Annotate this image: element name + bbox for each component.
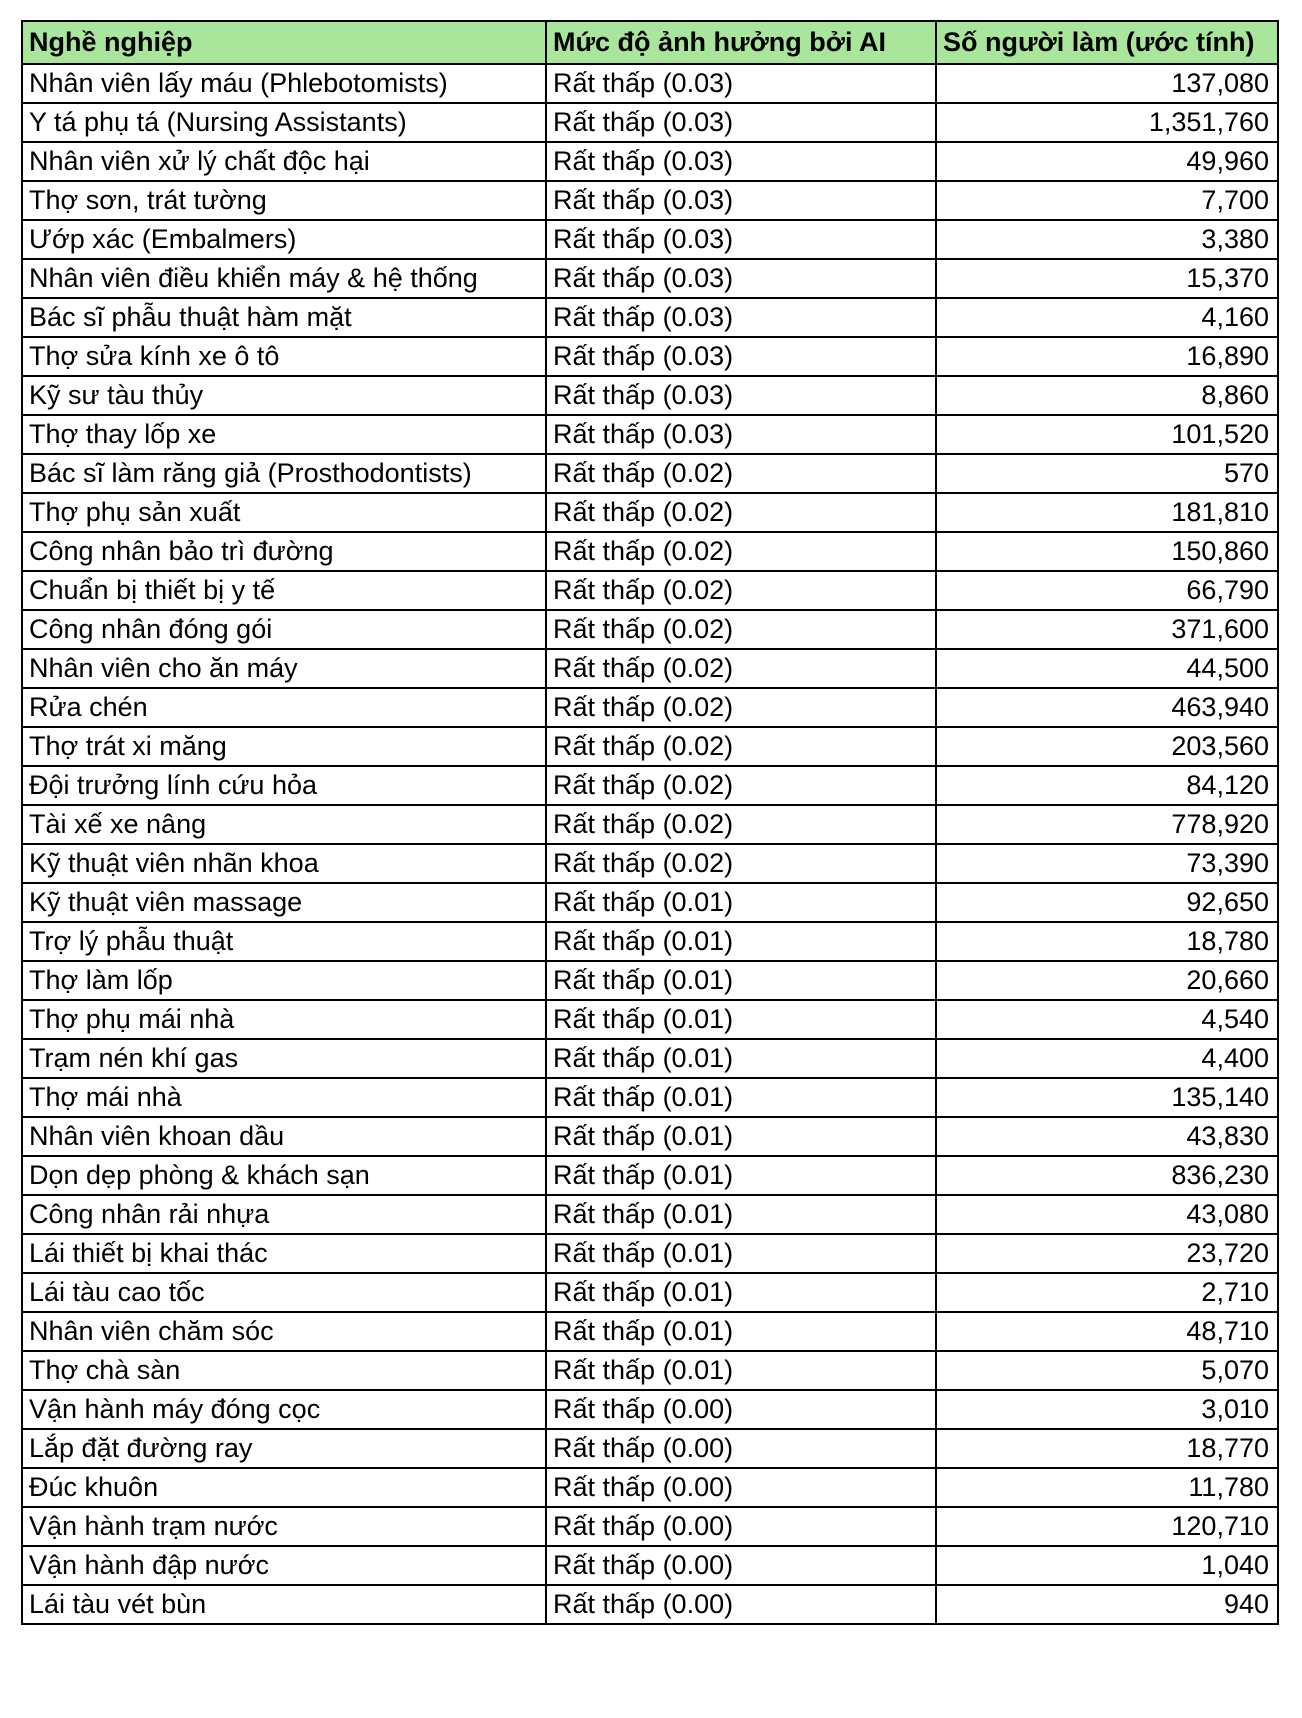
occupation-cell: Vận hành máy đóng cọc (22, 1390, 546, 1429)
occupation-cell: Thợ làm lốp (22, 961, 546, 1000)
ai-impact-cell: Rất thấp (0.01) (546, 1195, 936, 1234)
table-row (22, 961, 1278, 1000)
occupation-cell: Y tá phụ tá (Nursing Assistants) (22, 103, 546, 142)
ai-impact-cell: Rất thấp (0.01) (546, 1273, 936, 1312)
header-row (22, 21, 1278, 64)
table-row (22, 883, 1278, 922)
table-row (22, 1429, 1278, 1468)
occupation-cell: Chuẩn bị thiết bị y tế (22, 571, 546, 610)
ai-impact-cell: Rất thấp (0.01) (546, 1078, 936, 1117)
worker-count-cell: 16,890 (936, 337, 1278, 376)
occupation-cell: Đúc khuôn (22, 1468, 546, 1507)
table-row (22, 805, 1278, 844)
occupation-cell: Thợ phụ mái nhà (22, 1000, 546, 1039)
occupation-cell: Thợ mái nhà (22, 1078, 546, 1117)
ai-impact-cell: Rất thấp (0.02) (546, 493, 936, 532)
table-row (22, 1390, 1278, 1429)
ai-impact-cell: Rất thấp (0.03) (546, 64, 936, 103)
table-row (22, 649, 1278, 688)
table-row (22, 337, 1278, 376)
ai-impact-cell: Rất thấp (0.02) (546, 532, 936, 571)
ai-impact-cell: Rất thấp (0.00) (546, 1507, 936, 1546)
worker-count-cell: 4,160 (936, 298, 1278, 337)
occupation-cell: Dọn dẹp phòng & khách sạn (22, 1156, 546, 1195)
worker-count-cell: 135,140 (936, 1078, 1278, 1117)
occupation-cell: Đội trưởng lính cứu hỏa (22, 766, 546, 805)
table-row (22, 1000, 1278, 1039)
worker-count-cell: 49,960 (936, 142, 1278, 181)
occupation-cell: Công nhân đóng gói (22, 610, 546, 649)
ai-impact-cell: Rất thấp (0.01) (546, 1312, 936, 1351)
ai-impact-cell: Rất thấp (0.01) (546, 1039, 936, 1078)
ai-impact-cell: Rất thấp (0.00) (546, 1429, 936, 1468)
worker-count-cell: 181,810 (936, 493, 1278, 532)
worker-count-cell: 778,920 (936, 805, 1278, 844)
worker-count-cell: 44,500 (936, 649, 1278, 688)
worker-count-cell: 11,780 (936, 1468, 1278, 1507)
table-row (22, 922, 1278, 961)
table-row (22, 1039, 1278, 1078)
table-row (22, 1234, 1278, 1273)
occupation-cell: Bác sĩ làm răng giả (Prosthodontists) (22, 454, 546, 493)
occupation-table (21, 20, 1279, 1625)
worker-count-cell: 15,370 (936, 259, 1278, 298)
worker-count-cell: 48,710 (936, 1312, 1278, 1351)
ai-impact-cell: Rất thấp (0.03) (546, 376, 936, 415)
table-row (22, 103, 1278, 142)
ai-impact-cell: Rất thấp (0.00) (546, 1585, 936, 1624)
table-row (22, 376, 1278, 415)
ai-impact-cell: Rất thấp (0.00) (546, 1390, 936, 1429)
occupation-cell: Ướp xác (Embalmers) (22, 220, 546, 259)
table-row (22, 1507, 1278, 1546)
ai-impact-cell: Rất thấp (0.01) (546, 1117, 936, 1156)
worker-count-cell: 463,940 (936, 688, 1278, 727)
worker-count-cell: 66,790 (936, 571, 1278, 610)
worker-count-cell: 150,860 (936, 532, 1278, 571)
table-row (22, 1585, 1278, 1624)
ai-impact-cell: Rất thấp (0.01) (546, 1351, 936, 1390)
occupation-cell: Kỹ sư tàu thủy (22, 376, 546, 415)
occupation-cell: Kỹ thuật viên massage (22, 883, 546, 922)
table-row (22, 1156, 1278, 1195)
header-ai-impact: Mức độ ảnh hưởng bởi AI (546, 21, 936, 64)
ai-impact-cell: Rất thấp (0.02) (546, 805, 936, 844)
worker-count-cell: 7,700 (936, 181, 1278, 220)
ai-impact-cell: Rất thấp (0.00) (546, 1546, 936, 1585)
worker-count-cell: 137,080 (936, 64, 1278, 103)
worker-count-cell: 570 (936, 454, 1278, 493)
table-row (22, 454, 1278, 493)
occupation-cell: Trạm nén khí gas (22, 1039, 546, 1078)
table-row (22, 298, 1278, 337)
table-row (22, 1546, 1278, 1585)
table-row (22, 688, 1278, 727)
table-row (22, 610, 1278, 649)
ai-impact-cell: Rất thấp (0.01) (546, 1234, 936, 1273)
ai-impact-cell: Rất thấp (0.01) (546, 1000, 936, 1039)
occupation-cell: Công nhân bảo trì đường (22, 532, 546, 571)
ai-impact-cell: Rất thấp (0.03) (546, 337, 936, 376)
ai-impact-cell: Rất thấp (0.02) (546, 454, 936, 493)
table-row (22, 571, 1278, 610)
ai-impact-cell: Rất thấp (0.03) (546, 181, 936, 220)
worker-count-cell: 940 (936, 1585, 1278, 1624)
occupation-cell: Nhân viên khoan dầu (22, 1117, 546, 1156)
occupation-cell: Nhân viên lấy máu (Phlebotomists) (22, 64, 546, 103)
worker-count-cell: 18,770 (936, 1429, 1278, 1468)
worker-count-cell: 20,660 (936, 961, 1278, 1000)
worker-count-cell: 73,390 (936, 844, 1278, 883)
table-body (22, 64, 1278, 1624)
table-row (22, 64, 1278, 103)
table-row (22, 415, 1278, 454)
ai-impact-cell: Rất thấp (0.02) (546, 571, 936, 610)
occupation-cell: Trợ lý phẫu thuật (22, 922, 546, 961)
worker-count-cell: 203,560 (936, 727, 1278, 766)
table-row (22, 727, 1278, 766)
occupation-cell: Thợ sơn, trát tường (22, 181, 546, 220)
occupation-cell: Vận hành trạm nước (22, 1507, 546, 1546)
occupation-cell: Nhân viên cho ăn máy (22, 649, 546, 688)
worker-count-cell: 84,120 (936, 766, 1278, 805)
occupation-cell: Lái tàu vét bùn (22, 1585, 546, 1624)
ai-impact-cell: Rất thấp (0.03) (546, 415, 936, 454)
occupation-cell: Tài xế xe nâng (22, 805, 546, 844)
occupation-cell: Thợ phụ sản xuất (22, 493, 546, 532)
occupation-cell: Nhân viên chăm sóc (22, 1312, 546, 1351)
ai-impact-cell: Rất thấp (0.02) (546, 766, 936, 805)
occupation-cell: Nhân viên điều khiển máy & hệ thống (22, 259, 546, 298)
table-row (22, 532, 1278, 571)
occupation-cell: Lái thiết bị khai thác (22, 1234, 546, 1273)
table-row (22, 844, 1278, 883)
worker-count-cell: 8,860 (936, 376, 1278, 415)
ai-impact-cell: Rất thấp (0.02) (546, 688, 936, 727)
table-row (22, 259, 1278, 298)
ai-impact-cell: Rất thấp (0.02) (546, 649, 936, 688)
ai-impact-cell: Rất thấp (0.02) (546, 610, 936, 649)
worker-count-cell: 5,070 (936, 1351, 1278, 1390)
occupation-cell: Kỹ thuật viên nhãn khoa (22, 844, 546, 883)
ai-impact-cell: Rất thấp (0.03) (546, 259, 936, 298)
ai-impact-cell: Rất thấp (0.03) (546, 142, 936, 181)
table-row (22, 142, 1278, 181)
worker-count-cell: 43,830 (936, 1117, 1278, 1156)
worker-count-cell: 1,040 (936, 1546, 1278, 1585)
table-row (22, 1468, 1278, 1507)
table-row (22, 1273, 1278, 1312)
occupation-cell: Thợ thay lốp xe (22, 415, 546, 454)
occupation-cell: Lắp đặt đường ray (22, 1429, 546, 1468)
header-occupation: Nghề nghiệp (22, 21, 546, 64)
ai-impact-cell: Rất thấp (0.02) (546, 844, 936, 883)
worker-count-cell: 101,520 (936, 415, 1278, 454)
worker-count-cell: 836,230 (936, 1156, 1278, 1195)
ai-impact-cell: Rất thấp (0.03) (546, 298, 936, 337)
occupation-cell: Thợ sửa kính xe ô tô (22, 337, 546, 376)
occupation-cell: Rửa chén (22, 688, 546, 727)
ai-impact-cell: Rất thấp (0.00) (546, 1468, 936, 1507)
worker-count-cell: 92,650 (936, 883, 1278, 922)
worker-count-cell: 3,010 (936, 1390, 1278, 1429)
occupation-cell: Vận hành đập nước (22, 1546, 546, 1585)
occupation-cell: Bác sĩ phẫu thuật hàm mặt (22, 298, 546, 337)
worker-count-cell: 43,080 (936, 1195, 1278, 1234)
worker-count-cell: 23,720 (936, 1234, 1278, 1273)
ai-impact-cell: Rất thấp (0.01) (546, 883, 936, 922)
table-row (22, 493, 1278, 532)
worker-count-cell: 1,351,760 (936, 103, 1278, 142)
worker-count-cell: 18,780 (936, 922, 1278, 961)
table-row (22, 181, 1278, 220)
ai-impact-cell: Rất thấp (0.03) (546, 103, 936, 142)
table-row (22, 1078, 1278, 1117)
occupation-cell: Thợ chà sàn (22, 1351, 546, 1390)
ai-impact-cell: Rất thấp (0.01) (546, 961, 936, 1000)
worker-count-cell: 2,710 (936, 1273, 1278, 1312)
occupation-cell: Thợ trát xi măng (22, 727, 546, 766)
occupation-cell: Công nhân rải nhựa (22, 1195, 546, 1234)
table-row (22, 1195, 1278, 1234)
ai-impact-cell: Rất thấp (0.02) (546, 727, 936, 766)
table-row (22, 1117, 1278, 1156)
ai-impact-cell: Rất thấp (0.03) (546, 220, 936, 259)
ai-impact-cell: Rất thấp (0.01) (546, 1156, 936, 1195)
worker-count-cell: 4,540 (936, 1000, 1278, 1039)
table-row (22, 766, 1278, 805)
table-row (22, 1312, 1278, 1351)
table-row (22, 220, 1278, 259)
table-row (22, 1351, 1278, 1390)
ai-impact-cell: Rất thấp (0.01) (546, 922, 936, 961)
worker-count-cell: 371,600 (936, 610, 1278, 649)
worker-count-cell: 3,380 (936, 220, 1278, 259)
occupation-cell: Nhân viên xử lý chất độc hại (22, 142, 546, 181)
worker-count-cell: 120,710 (936, 1507, 1278, 1546)
occupation-cell: Lái tàu cao tốc (22, 1273, 546, 1312)
header-worker-count: Số người làm (ước tính) (936, 21, 1278, 64)
worker-count-cell: 4,400 (936, 1039, 1278, 1078)
